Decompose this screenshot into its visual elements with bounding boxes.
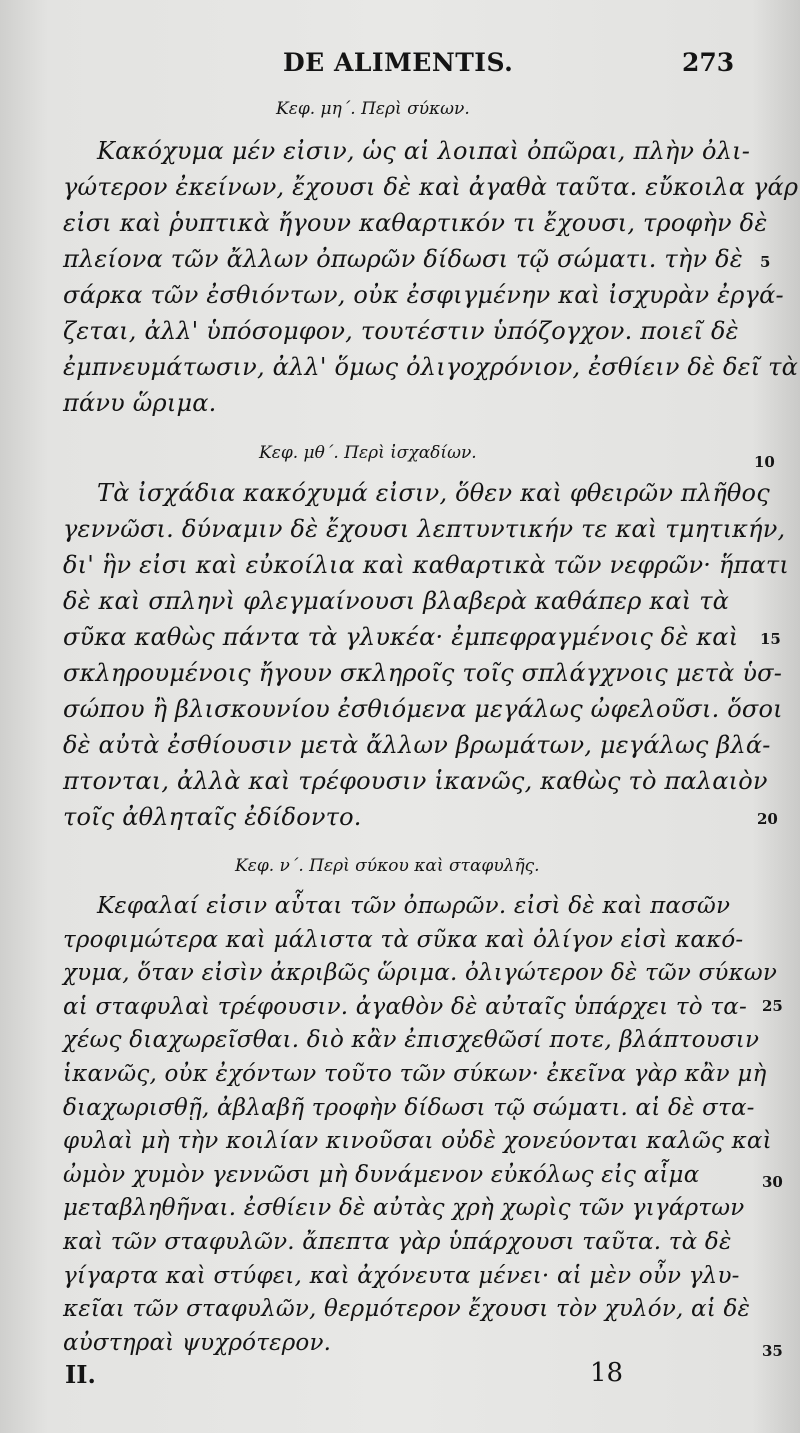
signature-mark: 18 — [590, 1358, 624, 1388]
chapter-heading: Κεφ. μη΄. Περὶ σύκων. — [276, 99, 470, 119]
text-line: φυλαὶ μὴ τὴν κοιλίαν κινοῦσαι οὐδὲ χονεύονται καλῶς καὶ — [63, 1128, 772, 1155]
text-line: τροφιμώτερα καὶ μάλιστα τὰ σῦκα καὶ ὀλίγον εἰσὶ κακό- — [63, 926, 744, 953]
text-line: διαχωρισθῇ, ἀβλαβῆ τροφὴν δίδωσι τῷ σώματι. αἱ δὲ στα- — [63, 1094, 755, 1121]
margin-line-number: 35 — [762, 1342, 783, 1360]
text-line: Κεφαλαί εἰσιν αὗται τῶν ὀπωρῶν. εἰσὶ δὲ καὶ πασῶν — [97, 893, 731, 919]
text-line: πτονται, ἀλλὰ καὶ τρέφουσιν ἱκανῶς, καθὼς τὸ παλαιὸν — [63, 767, 768, 795]
running-head — [0, 48, 800, 88]
text-line: χέως διαχωρεῖσθαι. διὸ κἂν ἐπισχεθῶσί ποτε, βλάπτουσιν — [63, 1027, 760, 1054]
text-line: ζεται, ἀλλ' ὑπόσομφον, τουτέστιν ὑπόζογχον. ποιεῖ δὲ — [63, 317, 739, 345]
text-line: ἱκανῶς, οὐκ ἐχόντων τοῦτο τῶν σύκων· ἐκεῖνα γὰρ κἂν μὴ — [63, 1061, 767, 1087]
text-line: καὶ τῶν σταφυλῶν. ἄπεπτα γὰρ ὑπάρχουσι ταῦτα. τὰ δὲ — [63, 1229, 732, 1255]
text-line: μεταβληθῆναι. ἐσθίειν δὲ αὐτὰς χρὴ χωρὶς τῶν γιγάρτων — [63, 1195, 745, 1222]
margin-line-number: 20 — [757, 810, 778, 828]
text-line: σῦκα καθὼς πάντα τὰ γλυκέα· ἐμπεφραγμένοις δὲ καὶ — [63, 623, 739, 651]
text-line: Τὰ ἰσχάδια κακόχυμά εἰσιν, ὅθεν καὶ φθειρῶν πλῆθος — [97, 479, 770, 507]
text-line: γώτερον ἐκείνων, ἔχουσι δὲ καὶ ἀγαθὰ ταῦτα. εὔκοιλα γάρ — [63, 173, 799, 201]
text-line: τοῖς ἀθληταῖς ἐδίδοντο. — [63, 803, 362, 831]
margin-line-number: 25 — [762, 997, 783, 1015]
text-line: κεῖαι τῶν σταφυλῶν, θερμότερον ἔχουσι τὸν χυλόν, αἱ δὲ — [63, 1296, 751, 1323]
text-line: εἰσι καὶ ῥυπτικὰ ἤγουν καθαρτικόν τι ἔχουσι, τροφὴν δὲ — [63, 209, 768, 237]
text-line: ὠμὸν χυμὸν γεννῶσι μὴ δυνάμενον εὐκόλως εἰς αἷμα — [63, 1161, 700, 1188]
chapter-heading: Κεφ. ν΄. Περὶ σύκου καὶ σταφυλῆς. — [235, 856, 540, 876]
volume-mark: II. — [65, 1360, 96, 1389]
text-line: γεννῶσι. δύναμιν δὲ ἔχουσι λεπτυντικήν τε καὶ τμητικήν, — [63, 515, 786, 543]
text-line: αὐστηραὶ ψυχρότερον. — [63, 1329, 332, 1356]
text-line: σάρκα τῶν ἐσθιόντων, οὐκ ἐσφιγμένην καὶ ἰσχυρὰν ἐργά- — [63, 281, 784, 309]
chapter-heading: Κεφ. μθ΄. Περὶ ἰσχαδίων. — [259, 443, 477, 463]
text-line: πάνυ ὥριμα. — [63, 389, 217, 417]
text-line: χυμα, ὅταν εἰσὶν ἀκριβῶς ὥριμα. ὀλιγώτερον δὲ τῶν σύκων — [63, 960, 778, 987]
text-line: γίγαρτα καὶ στύφει, καὶ ἀχόνευτα μένει· αἱ μὲν οὖν γλυ- — [63, 1262, 740, 1289]
text-line: πλείονα τῶν ἄλλων ὀπωρῶν δίδωσι τῷ σώματι. τὴν δὲ — [63, 245, 743, 273]
margin-line-number: 5 — [760, 253, 771, 271]
text-line: σώπου ἢ βλισκουνίου ἐσθιόμενα μεγάλως ὠφελοῦσι. ὅσοι — [63, 695, 783, 723]
text-line: ἐμπνευμάτωσιν, ἀλλ' ὅμως ὀλιγοχρόνιον, ἐσθίειν δὲ δεῖ τὰ — [63, 353, 799, 381]
text-line: Κακόχυμα μέν εἰσιν, ὡς αἱ λοιπαὶ ὀπῶραι, πλὴν ὀλι- — [97, 137, 751, 165]
text-line: αἱ σταφυλαὶ τρέφουσιν. ἀγαθὸν δὲ αὐταῖς ὑπάρχει τὸ τα- — [63, 993, 747, 1020]
margin-line-number: 10 — [754, 453, 775, 471]
running-title: DE ALIMENTIS. — [283, 48, 514, 77]
text-line: δι' ἣν εἰσι καὶ εὐκοίλια καὶ καθαρτικὰ τῶν νεφρῶν· ἥπατι — [63, 551, 789, 579]
margin-line-number: 30 — [762, 1173, 783, 1191]
margin-line-number: 15 — [760, 630, 781, 648]
text-line: δὲ καὶ σπληνὶ φλεγμαίνουσι βλαβερὰ καθάπερ καὶ τὰ — [63, 587, 730, 615]
page-number: 273 — [682, 48, 735, 77]
text-line: σκληρουμένοις ἤγουν σκληροῖς τοῖς σπλάγχνοις μετὰ ὑσ- — [63, 659, 783, 687]
text-line: δὲ αὐτὰ ἐσθίουσιν μετὰ ἄλλων βρωμάτων, μεγάλως βλά- — [63, 731, 771, 759]
